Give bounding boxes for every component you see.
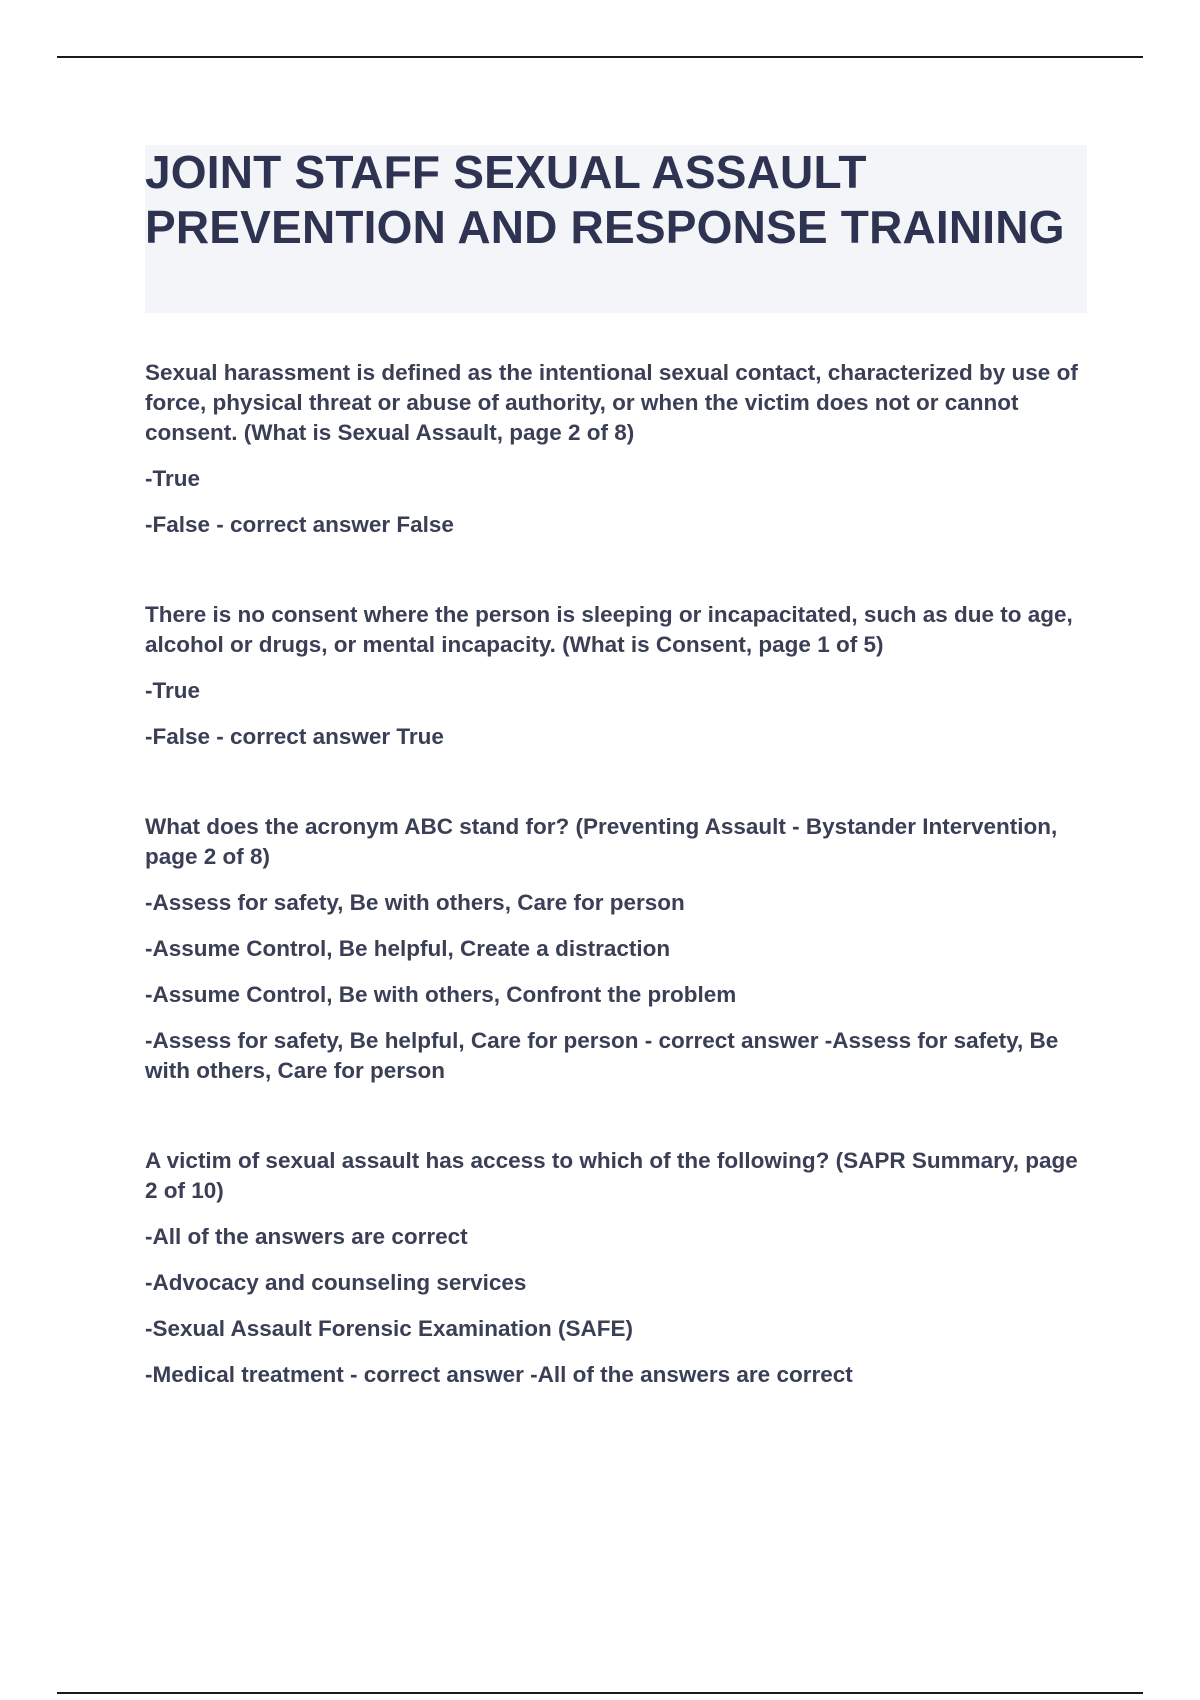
title-block: [145, 145, 1087, 313]
question-text: What does the acronym ABC stand for? (Preventing Assault - Bystander Intervention, page 2 of 8): [145, 814, 1058, 869]
answer-option: -True: [145, 466, 201, 491]
question-text: There is no consent where the person is sleeping or incapacitated, such as due to age, alcohol or drugs, or mental incapacity. (What is Consent, page 1 of 5): [145, 602, 1073, 657]
question-item: [145, 1146, 1095, 1390]
question-item: [145, 812, 1095, 1086]
bottom-divider: [57, 1692, 1143, 1694]
top-divider: [57, 56, 1143, 58]
question-text: A victim of sexual assault has access to which of the following? (SAPR Summary, page 2 of 10): [145, 1148, 1078, 1203]
answer-option: -Advocacy and counseling services: [145, 1270, 527, 1295]
question-item: [145, 358, 1095, 540]
answer-option: -Medical treatment - correct answer -All of the answers are correct: [145, 1362, 853, 1387]
question-list: [145, 358, 1095, 1450]
answer-option: -False - correct answer False: [145, 512, 454, 537]
question-item: [145, 600, 1095, 752]
question-text: Sexual harassment is defined as the intentional sexual contact, characterized by use of force, physical threat or abuse of authority, or when the victim does not or cannot consent. (What is Sexual Assault, page 2 of 8): [145, 360, 1078, 445]
answer-option: -Assume Control, Be helpful, Create a distraction: [145, 936, 671, 961]
answer-option: -Assess for safety, Be helpful, Care for person - correct answer -Assess for safety, Be with others, Care for person: [145, 1028, 1059, 1083]
answer-option: -All of the answers are correct: [145, 1224, 468, 1249]
page-title: JOINT STAFF SEXUAL ASSAULT PREVENTION AND RESPONSE TRAINING: [145, 146, 1065, 253]
answer-option: -Assess for safety, Be with others, Care for person: [145, 890, 685, 915]
answer-option: -Sexual Assault Forensic Examination (SAFE): [145, 1316, 634, 1341]
answer-option: -True: [145, 678, 201, 703]
answer-option: -Assume Control, Be with others, Confront the problem: [145, 982, 737, 1007]
answer-option: -False - correct answer True: [145, 724, 444, 749]
